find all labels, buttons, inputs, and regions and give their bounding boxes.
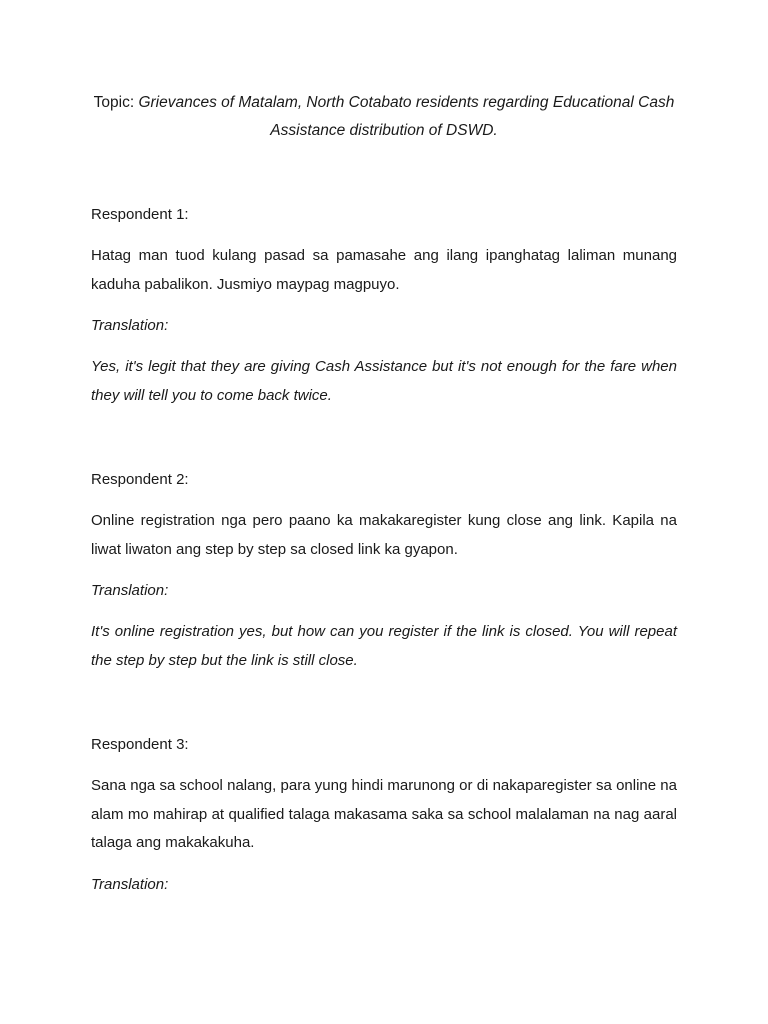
respondent-2-translation-label: Translation: [91, 582, 169, 599]
respondent-1-heading: Respondent 1: [91, 206, 189, 223]
respondent-3-statement: Sana nga sa school nalang, para yung hindi marunong or di nakaparegister sa online na alam mo mahirap at qualified talaga makasama saka sa school malalaman na nag aaral talaga ang makakakuha. [91, 777, 677, 851]
respondent-3-translation-label: Translation: [91, 875, 169, 893]
respondent-1-translation-label: Translation: [91, 317, 169, 334]
respondent-1-statement: Hatag man tuod kulang pasad sa pamasahe ang ilang ipanghatag laliman munang kaduha pabalikon. Jusmiyo maypag magpuyo. [91, 247, 677, 293]
respondent-2-section [91, 466, 677, 675]
respondent-3-section [91, 731, 677, 899]
topic-text: Grievances of Matalam, North Cotabato residents regarding Educational Cash Assistance distribution of DSWD. [138, 94, 675, 139]
topic-label: Topic: [93, 94, 135, 111]
respondent-1-section [91, 201, 677, 410]
respondent-3-heading: Respondent 3: [91, 736, 189, 753]
respondent-2-statement: Online registration nga pero paano ka makakaregister kung close ang link. Kapila na liwat liwaton ang step by step sa closed link ka gyapon. [91, 512, 677, 558]
document-title [91, 0, 677, 145]
respondent-2-translation: It's online registration yes, but how can you register if the link is closed. You will repeat the step by step but the link is still close. [91, 623, 677, 669]
respondent-1-translation: Yes, it's legit that they are giving Cash Assistance but it's not enough for the fare when they will tell you to come back twice. [91, 358, 677, 404]
respondent-2-heading: Respondent 2: [91, 471, 189, 488]
